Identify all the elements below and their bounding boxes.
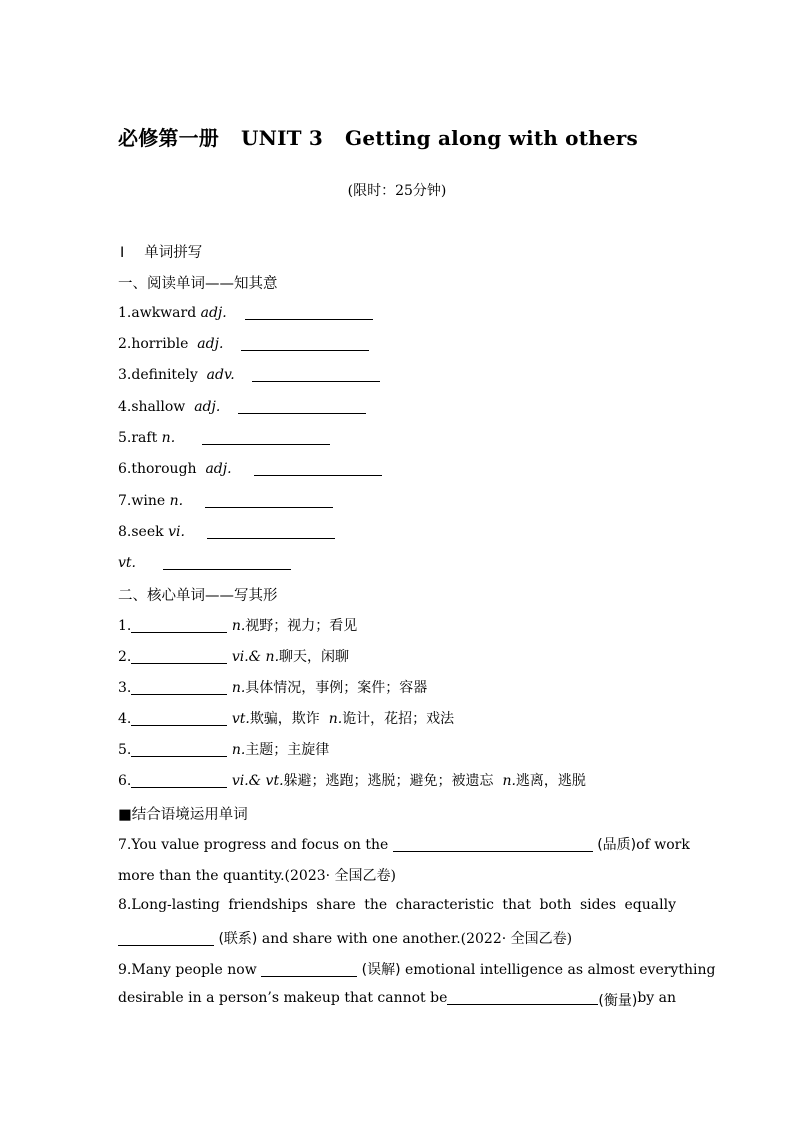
title-unit: UNIT 3 [241, 126, 324, 150]
answer-blank[interactable] [207, 524, 335, 539]
hint: (品质) [597, 837, 637, 853]
question-text: by an [637, 990, 676, 1006]
word: 6.thorough [118, 461, 197, 477]
answer-blank[interactable] [131, 711, 227, 726]
word: 2.horrible [118, 336, 189, 352]
word: both [539, 897, 572, 913]
pos: vt. [118, 555, 136, 571]
list-item [118, 397, 366, 417]
section-heading-context: ■结合语境运用单词 [118, 807, 248, 823]
answer-blank[interactable] [245, 305, 373, 320]
answer-blank[interactable] [131, 618, 227, 633]
hint: (衡量) [598, 993, 638, 1009]
part-numeral: Ⅰ [120, 245, 125, 261]
hint: (联系) [218, 931, 258, 947]
word: characteristic [395, 897, 494, 913]
list-item [118, 553, 291, 573]
question-text: 7.You value progress and focus on the [118, 837, 389, 853]
word: friendships [228, 897, 308, 913]
pos-secondary: n. [502, 773, 516, 789]
answer-blank[interactable] [241, 336, 369, 351]
pos: vi. [168, 524, 185, 540]
answer-blank[interactable] [254, 461, 382, 476]
word: 1.awkward [118, 305, 197, 321]
word: 4.shallow [118, 399, 186, 415]
list-item [118, 491, 333, 511]
word: 3.definitely [118, 367, 198, 383]
meaning: 躲避；逃跑；逃脱；避免；被遗忘 [283, 773, 494, 789]
pos: adv. [206, 367, 235, 383]
question-9-line-2 [118, 990, 676, 1010]
list-item [118, 365, 380, 385]
word: 8.Long-lasting [118, 897, 220, 913]
item-number: 6. [118, 773, 132, 789]
answer-blank[interactable] [202, 430, 330, 445]
question-7-line-1 [118, 834, 690, 854]
word: sides [579, 897, 617, 913]
answer-blank[interactable] [131, 742, 227, 757]
list-item [118, 428, 330, 448]
answer-blank[interactable] [205, 493, 333, 508]
section-heading-core: 二、核心单词——写其形 [118, 588, 278, 604]
word: 5.raft [118, 430, 158, 446]
question-9-line-1 [118, 959, 716, 979]
word: share [316, 897, 356, 913]
part-label: 单词拼写 [144, 245, 203, 261]
question-text: emotional intelligence as almost everything [405, 962, 716, 978]
pos: n. [231, 618, 246, 634]
list-item [118, 522, 335, 542]
list-item [118, 616, 357, 636]
item-number: 1. [118, 618, 132, 634]
list-item [118, 647, 349, 667]
answer-blank[interactable] [447, 990, 598, 1005]
question-text: and share with one another.(2022· 全国乙卷) [261, 931, 573, 947]
meaning: 主题；主旋律 [245, 742, 330, 758]
list-item [118, 678, 427, 698]
pos: adj. [194, 399, 221, 415]
pos: n. [161, 430, 176, 446]
meaning: 聊天，闲聊 [279, 649, 350, 665]
list-item [118, 740, 329, 760]
pos: vi.& vt. [231, 773, 284, 789]
answer-blank[interactable] [252, 367, 380, 382]
pos-secondary: n. [328, 711, 343, 727]
answer-blank[interactable] [131, 680, 227, 695]
answer-blank[interactable] [261, 962, 357, 977]
meaning-secondary: 诡计，花招；戏法 [342, 711, 455, 727]
answer-blank[interactable] [238, 399, 366, 414]
word: that [502, 897, 531, 913]
word: equally [624, 897, 676, 913]
pos: n. [231, 742, 246, 758]
word: the [364, 897, 388, 913]
pos: adj. [197, 336, 224, 352]
list-item [118, 303, 373, 323]
answer-blank[interactable] [393, 837, 593, 852]
pos: adj. [200, 305, 227, 321]
answer-blank[interactable] [131, 773, 227, 788]
pos: n. [169, 493, 184, 509]
meaning: 具体情况，事例；案件；容器 [245, 680, 428, 696]
pos: n. [231, 680, 246, 696]
item-number: 5. [118, 742, 132, 758]
answer-blank[interactable] [118, 931, 214, 946]
item-number: 2. [118, 649, 132, 665]
page-title [118, 122, 638, 151]
meaning: 视野；视力；看见 [245, 618, 358, 634]
part-heading [120, 241, 202, 262]
list-item [118, 709, 454, 729]
section-heading-reading: 一、阅读单词——知其意 [118, 276, 278, 292]
answer-blank[interactable] [131, 649, 227, 664]
pos: vi.& n. [231, 649, 280, 665]
hint: (误解) [361, 962, 401, 978]
meaning-secondary: 逃离，逃脱 [515, 773, 586, 789]
question-text: desirable in a person’s makeup that cannot be [118, 990, 448, 1006]
question-7-line-2: more than the quantity.(2023· 全国乙卷) [118, 868, 396, 884]
list-item [118, 334, 369, 354]
list-item [118, 771, 586, 791]
word: 7.wine [118, 493, 166, 509]
title-cn: 必修第一册 [118, 126, 219, 150]
pos: adj. [205, 461, 232, 477]
question-text: of work [636, 837, 690, 853]
list-item [118, 459, 382, 479]
question-8-line-2 [118, 928, 676, 948]
item-number: 3. [118, 680, 132, 696]
pos: vt. [231, 711, 250, 727]
meaning: 欺骗，欺诈 [249, 711, 320, 727]
question-text: 9.Many people now [118, 962, 257, 978]
answer-blank[interactable] [163, 555, 291, 570]
item-number: 4. [118, 711, 132, 727]
question-8-line-1 [118, 897, 676, 913]
title-name: Getting along with others [345, 126, 638, 150]
time-limit: (限时：25分钟) [347, 183, 447, 199]
word: 8.seek [118, 524, 164, 540]
